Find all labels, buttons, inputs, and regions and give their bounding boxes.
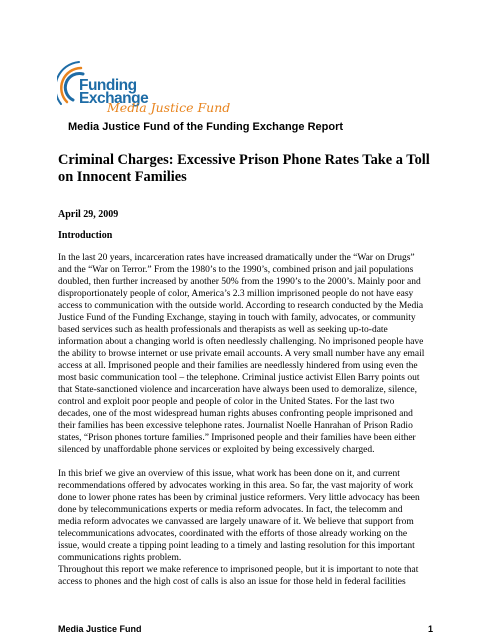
paragraph-2	[58, 468, 442, 564]
paragraph-line: control and exploit poor people and people of color in the United States. For the last two	[58, 397, 395, 407]
paragraph-line: issue, would create a tipping point leading to a timely and lasting resolution for this important	[58, 541, 415, 551]
report-date: April 29, 2009	[58, 209, 119, 220]
section-heading-introduction: Introduction	[58, 230, 113, 241]
paragraph-line: access to phones and the high cost of calls is also an issue for those held in federal facilities	[58, 577, 406, 587]
footer-label: Media Justice Fund	[58, 624, 142, 634]
paragraph-line: media reform advocates we canvassed are largely unaware of it. We believe that support from	[58, 517, 414, 527]
paragraph-line: recommendations offered by advocates working in this area. So far, the vast majority of work	[58, 481, 414, 491]
paragraph-line: access to communication with the outside world. According to research conducted by the Media	[58, 301, 424, 311]
paragraph-1	[58, 252, 442, 456]
funding-exchange-logo	[57, 60, 242, 118]
paragraph-line: information about a changing world is often needlessly challenging. No imprisoned people have	[58, 337, 424, 347]
paragraph-line: communications rights problem.	[58, 553, 182, 563]
paragraph-line: done to lower phone rates has been by criminal justice reformers. Very little advocacy has been	[58, 493, 420, 503]
logo-word-funding: Funding	[79, 77, 137, 94]
paragraph-line: the ability to browse internet or use private email accounts. A very small number have any email	[58, 349, 425, 359]
paragraph-line: that State-sanctioned violence and incarceration have always been used to demoralize, silence,	[58, 385, 418, 395]
paragraph-line: doubled, then further increased by another 50% from the 1990’s to the 2000’s. Mainly poor and	[58, 277, 421, 287]
paragraph-3	[58, 564, 442, 588]
paragraph-line: done by telecommunications experts or media reform advocates. In fact, the telecomm and	[58, 505, 403, 515]
page-title: Criminal Charges: Excessive Prison Phone Rates Take a Toll on Innocent Families	[58, 152, 430, 185]
paragraph-line: access at all. Imprisoned people and their families are needlessly hindered from using even the	[58, 361, 418, 371]
paragraph-line: based services such as health professionals and therapists as well as seeking up-to-date	[58, 325, 388, 335]
paragraph-line: disproportionately people of color, America’s 2.3 million imprisoned people do not have easy	[58, 289, 414, 299]
paragraph-line: In the last 20 years, incarceration rates have increased dramatically under the “War on Drugs”	[58, 253, 415, 263]
page-number: 1	[428, 624, 434, 634]
paragraph-line: telecommunications advocates, coordinated with the efforts of those already working on the	[58, 529, 408, 539]
paragraph-line: and the “War on Terror.” From the 1980’s to the 1990’s, combined prison and jail populations	[58, 265, 414, 275]
paragraph-line: In this brief we give an overview of this issue, what work has been done on it, and current	[58, 469, 400, 479]
paragraph-line: Throughout this report we make reference to imprisoned people, but it is important to note that	[58, 565, 419, 575]
org-line: Media Justice Fund of the Funding Exchange Report	[68, 121, 344, 133]
logo-word-exchange: Exchange	[79, 90, 149, 107]
paragraph-line: Justice Fund of the Funding Exchange, staying in touch with family, advocates, or community	[58, 313, 416, 323]
paragraph-line: their families has been excessive telephone rates. Journalist Noelle Hanrahan of Prison Radio	[58, 421, 413, 431]
paragraph-line: most basic communication tool – the telephone. Criminal justice activist Ellen Barry points out	[58, 373, 420, 383]
paragraph-line: decades, one of the most widespread human rights abuses confronting people imprisoned and	[58, 409, 413, 419]
logo-word-media-justice-fund: Media Justice Fund	[107, 100, 231, 115]
paragraph-line: silenced by unaffordable phone services or exploited by being excessively charged.	[58, 445, 375, 455]
paragraph-line: states, “Prison phones torture families.” Imprisoned people and their families have been either	[58, 433, 416, 443]
